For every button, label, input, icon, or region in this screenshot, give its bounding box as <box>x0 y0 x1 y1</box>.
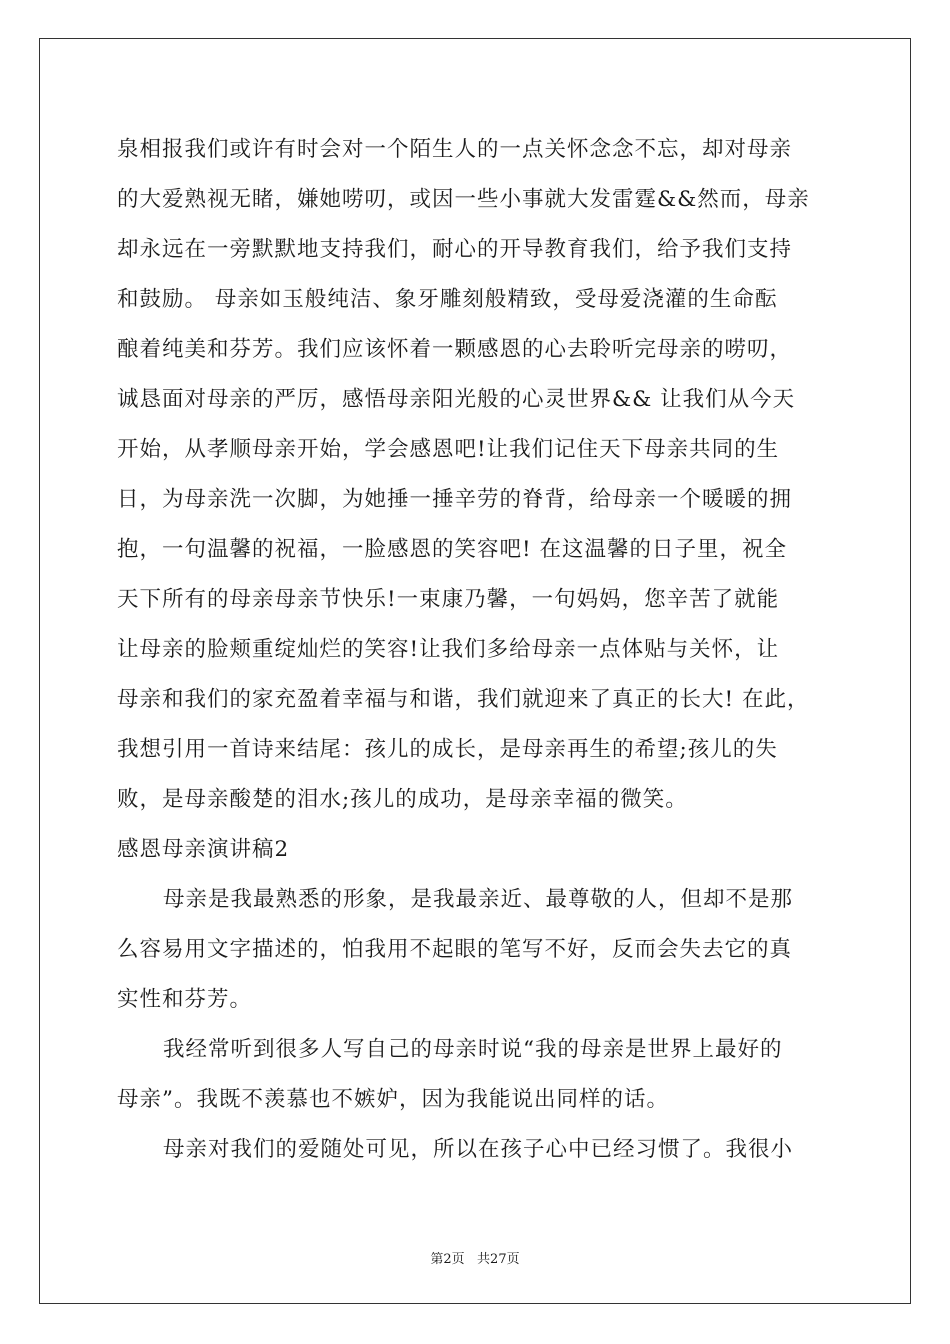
text-line: 母亲和我们的家充盈着幸福与和谐，我们就迎来了真正的长大! 在此， <box>117 687 810 712</box>
text-line: 的大爱熟视无睹，嫌她唠叨，或因一些小事就大发雷霆&&然而，母亲 <box>117 187 810 212</box>
text-line: 日，为母亲洗一次脚，为她捶一捶辛劳的脊背，给母亲一个暖暖的拥 <box>117 487 793 512</box>
page-number-footer: 第2页 共27页 <box>430 1252 520 1267</box>
text-line: 败，是母亲酸楚的泪水;孩儿的成功，是母亲幸福的微笑。 <box>117 787 688 812</box>
text-line: 么容易用文字描述的，怕我用不起眼的笔写不好，反而会失去它的真 <box>117 937 793 962</box>
text-line: 泉相报我们或许有时会对一个陌生人的一点关怀念念不忘，却对母亲 <box>117 137 793 162</box>
text-line: 我想引用一首诗来结尾：孩儿的成长，是母亲再生的希望;孩儿的失 <box>117 737 778 762</box>
text-line: 实性和芬芳。 <box>117 987 253 1012</box>
paragraph-first-line: 母亲对我们的爱随处可见，所以在孩子心中已经习惯了。我很小 <box>163 1137 794 1162</box>
text-line: 和鼓励。 母亲如玉般纯洁、象牙雕刻般精致，受母爱浇灌的生命酝 <box>117 287 778 312</box>
text-line: 开始，从孝顺母亲开始，学会感恩吧!让我们记住天下母亲共同的生 <box>117 437 780 462</box>
paragraph-first-line: 我经常听到很多人写自己的母亲时说“我的母亲是世界上最好的 <box>163 1037 783 1062</box>
text-line: 酿着纯美和芬芳。我们应该怀着一颗感恩的心去聆听完母亲的唠叨， <box>117 337 793 362</box>
text-line: 天下所有的母亲母亲节快乐!一束康乃馨，一句妈妈，您辛苦了就能 <box>117 587 780 612</box>
section-heading: 感恩母亲演讲稿2 <box>117 837 290 862</box>
text-line: 却永远在一旁默默地支持我们，耐心的开导教育我们，给予我们支持 <box>117 237 793 262</box>
text-line: 让母亲的脸颊重绽灿烂的笑容!让我们多给母亲一点体贴与关怀，让 <box>117 637 780 662</box>
paragraph-first-line: 母亲是我最熟悉的形象，是我最亲近、最尊敬的人，但却不是那 <box>163 887 794 912</box>
document-body <box>117 125 852 1175</box>
text-line: 抱，一句温馨的祝福，一脸感恩的笑容吧! 在这温馨的日子里，祝全 <box>117 537 787 562</box>
text-line: 母亲”。我既不羡慕也不嫉妒，因为我能说出同样的话。 <box>117 1087 669 1112</box>
text-line: 诚恳面对母亲的严厉，感悟母亲阳光般的心灵世界&& 让我们从今天 <box>117 387 796 412</box>
